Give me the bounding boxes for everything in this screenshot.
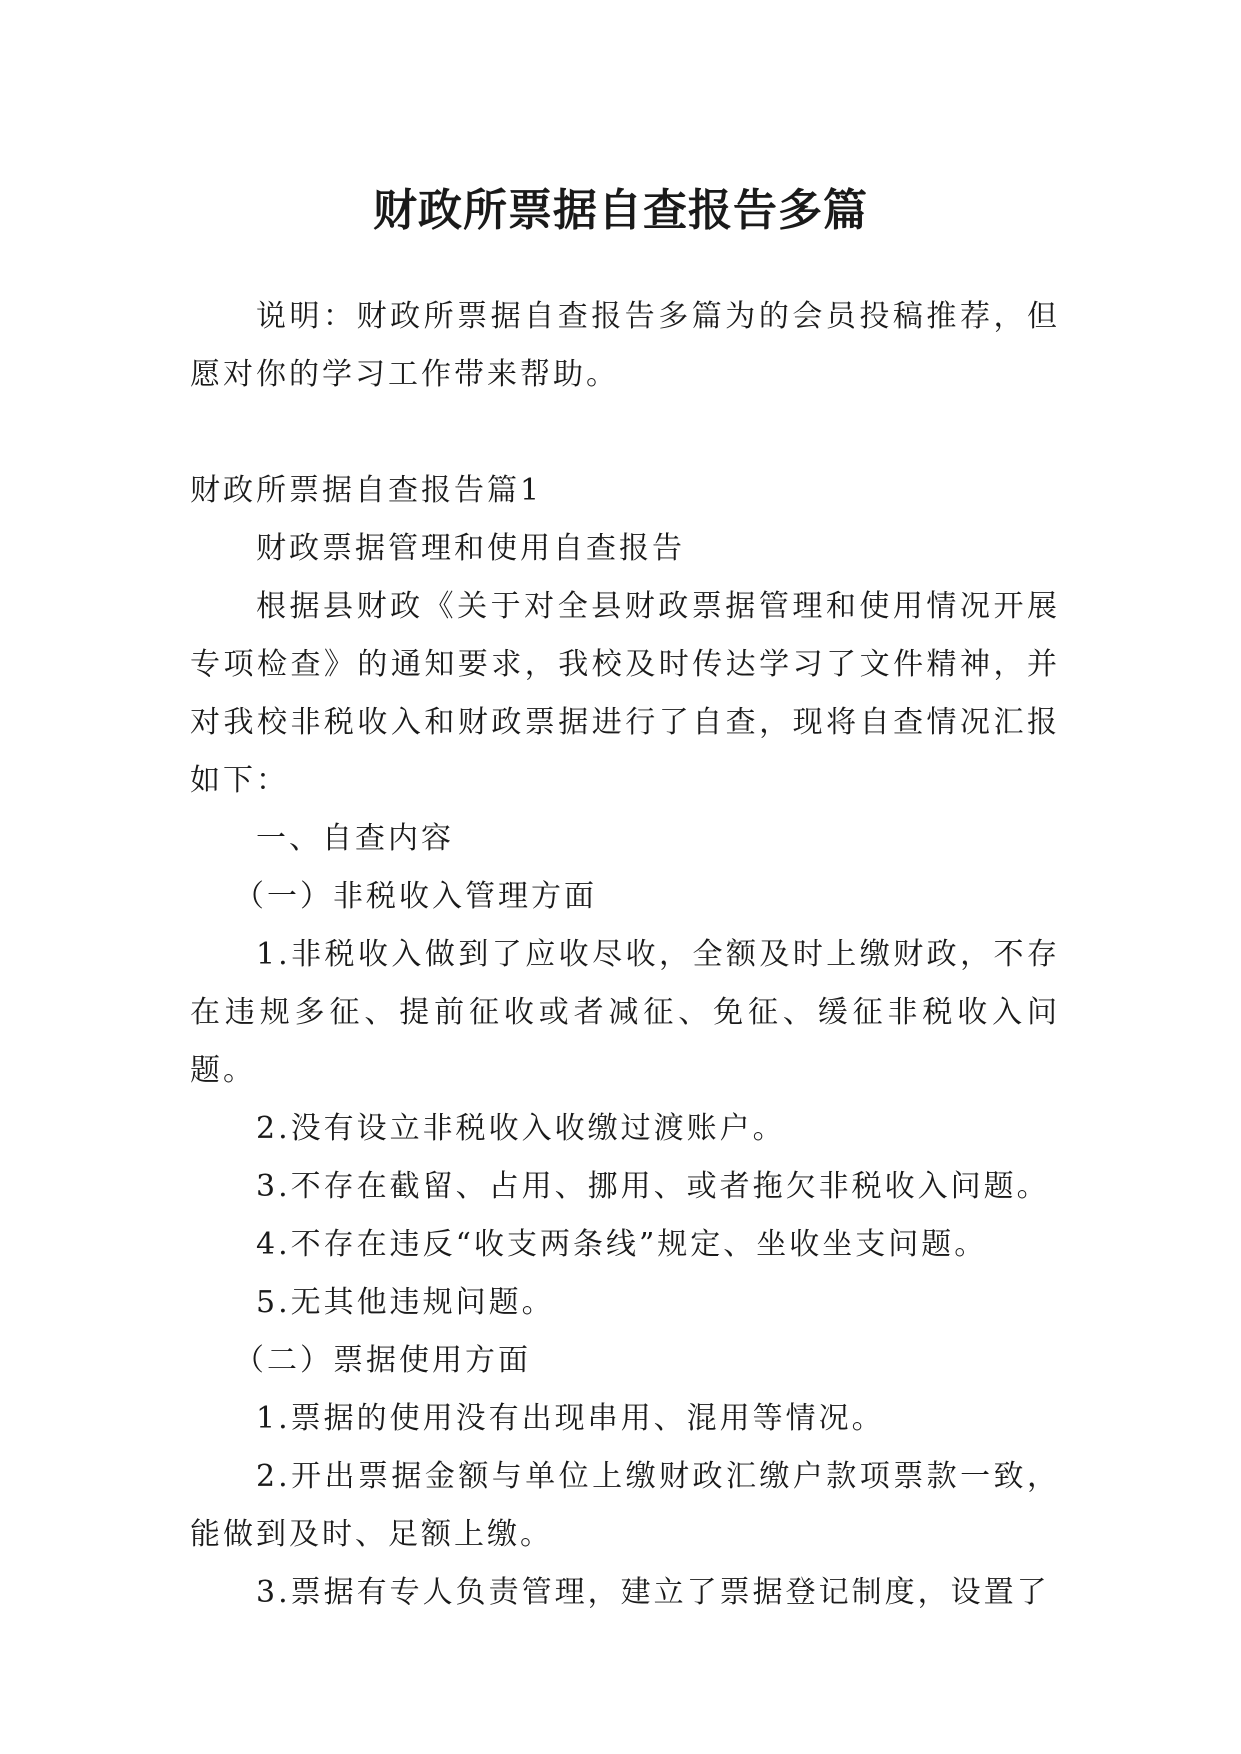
list-item: 5.无其他违规问题。	[256, 1285, 555, 1320]
intro-paragraph: 根据县财政《关于对全县财政票据管理和使用情况开展专项检查》的通知要求，我校及时传达学习了文件精神，并对我校非税收入和财政票据进行了自查，现将自查情况汇报如下：	[190, 589, 1060, 798]
list-item: 2.没有设立非税收入收缴过渡账户。	[256, 1111, 786, 1146]
sub1-heading: （一）非税收入管理方面	[234, 879, 597, 914]
list-item: 3.不存在截留、占用、挪用、或者拖欠非税收入问题。	[256, 1169, 1050, 1204]
note-paragraph: 说明：财政所票据自查报告多篇为的会员投稿推荐，但愿对你的学习工作带来帮助。	[190, 299, 1060, 392]
part1-heading: 一、自查内容	[256, 821, 454, 856]
list-item: 2.开出票据金额与单位上缴财政汇缴户款项票款一致，能做到及时、足额上缴。	[190, 1459, 1060, 1552]
list-item: 1.票据的使用没有出现串用、混用等情况。	[256, 1401, 885, 1436]
list-item: 3.票据有专人负责管理，建立了票据登记制度，设置了	[256, 1575, 1050, 1610]
report-title: 财政票据管理和使用自查报告	[256, 531, 685, 566]
page-title: 财政所票据自查报告多篇	[373, 185, 868, 237]
sub2-heading: （二）票据使用方面	[234, 1343, 531, 1378]
section-heading: 财政所票据自查报告篇1	[190, 473, 543, 508]
list-item: 4.不存在违反“收支两条线”规定、坐收坐支问题。	[256, 1227, 988, 1262]
document-body	[190, 288, 1060, 1622]
list-item: 1.非税收入做到了应收尽收，全额及时上缴财政，不存在违规多征、提前征收或者减征、免征、缓征非税收入问题。	[190, 937, 1060, 1088]
